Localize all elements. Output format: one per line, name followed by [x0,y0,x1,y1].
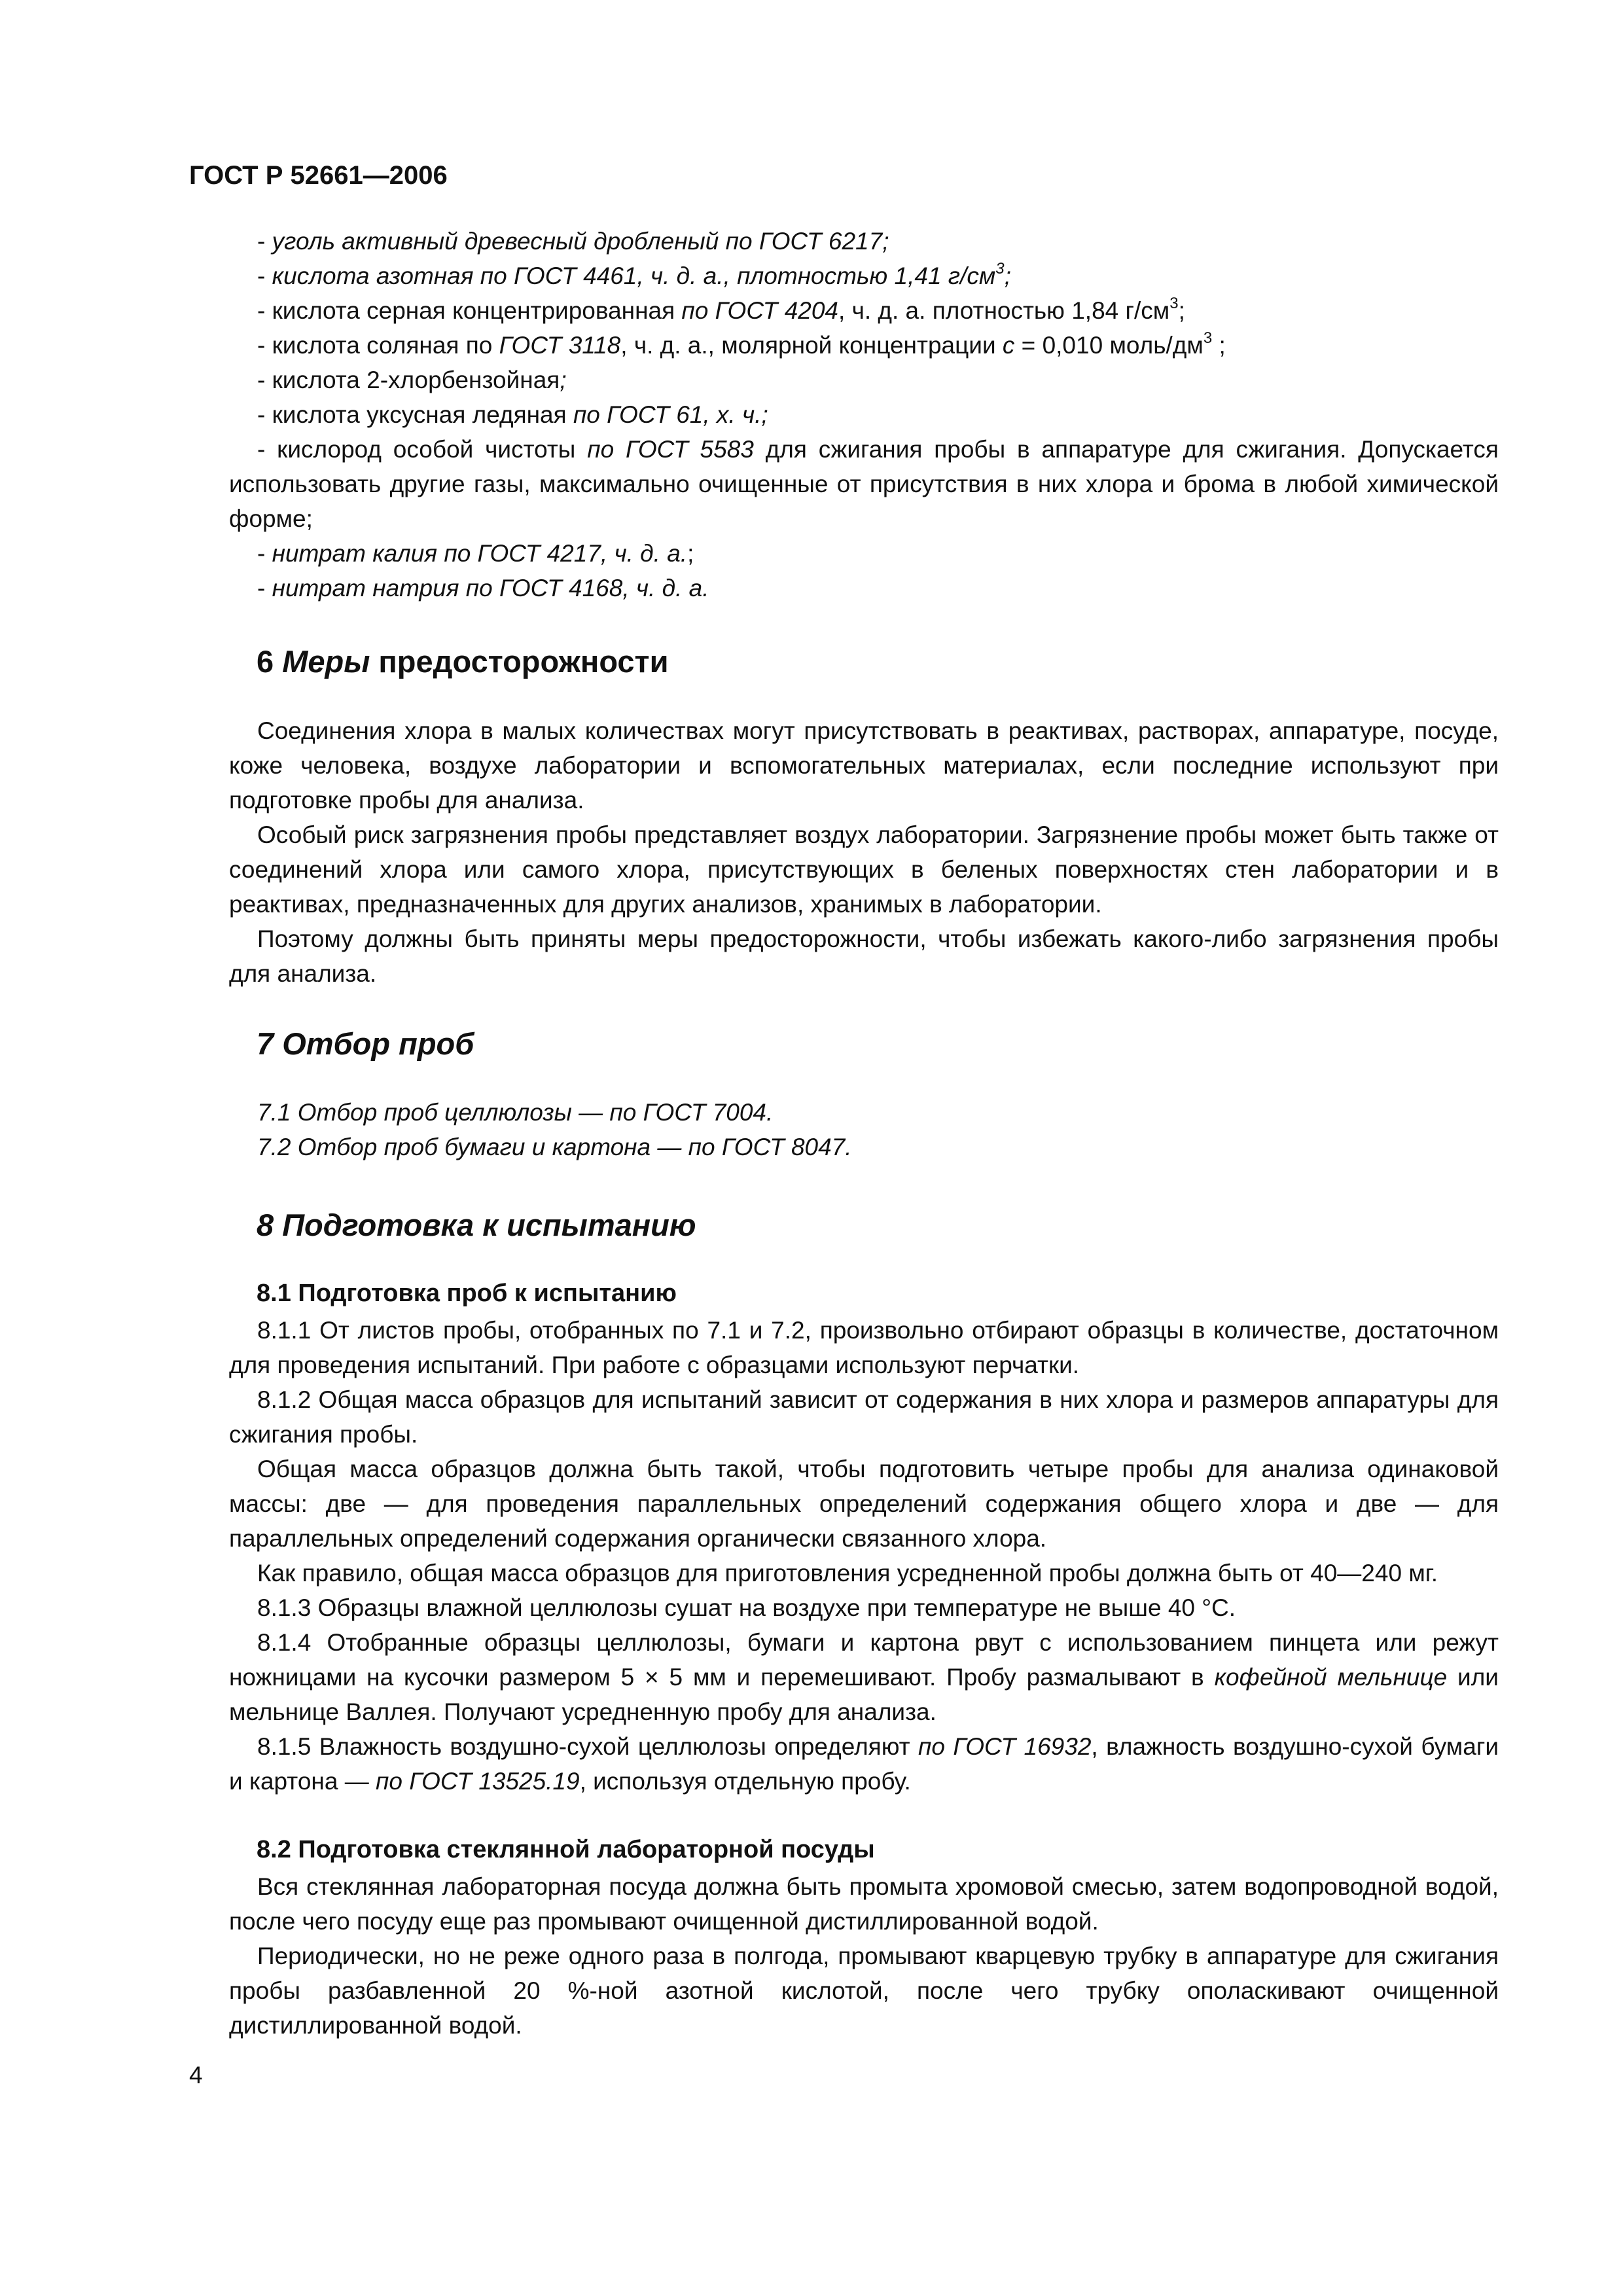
list-item: - уголь активный древесный дробленый по ГОСТ 6217; [257,228,889,255]
subsection-8-2-body [229,1869,1499,2043]
list-item: - нитрат калия по ГОСТ 4217, ч. д. а.; [257,540,694,567]
subsection-8-2-heading: 8.2 Подготовка стеклянной лабораторной посуды [257,1836,875,1863]
subsection-8-1-heading: 8.1 Подготовка проб к испытанию [257,1280,677,1307]
paragraph: Особый риск загрязнения пробы представляет воздух лаборатории. Загрязнение пробы может быть также от соединений хлора или самого хлора, присутствующих в беленых поверхностях стен лаборатории и в реактивах, предназначенных для других анализов, хранимых в лаборатории. [229,821,1499,918]
list-item: - кислота серная концентрированная по ГОСТ 4204, ч. д. а. плотностью 1,84 $г/см^3$; [257,295,1185,324]
paragraph: 8.1.2 Общая масса образцов для испытаний зависит от содержания в них хлора и размеров аппаратуры для сжигания пробы. [229,1386,1499,1448]
list-item: - кислота 2-хлорбензойная; [257,367,567,393]
page-header-doc-id: ГОСТ Р 52661—2006 [189,161,448,190]
list-item: - кислота азотная по ГОСТ 4461, ч. д. а., плотностью 1,41 $г/см^3$; [257,260,1011,289]
paragraph: 8.1.3 Образцы влажной целлюлозы сушат на воздухе при температуре не выше 40 °С. [257,1594,1236,1621]
paragraph: Периодически, но не реже одного раза в полгода, промывают кварцевую трубку в аппаратуре для сжигания пробы разбавленной 20 %-ной азотной кислотой, после чего трубку ополаскивают очищенной дистиллированной водой. [229,1943,1499,2039]
list-item: - кислота уксусная ледяная по ГОСТ 61, х. ч.; [257,401,768,428]
paragraph: 8.1.4 Отобранные образцы целлюлозы, бумаги и картона рвут с использованием пинцета или режут ножницами на кусочки размером 5 × 5 мм и перемешивают. Пробу размалывают в кофейной мельнице или мельнице Валлея. Получают усредненную пробу для анализа. [229,1629,1499,1725]
paragraph: Соединения хлора в малых количествах могут присутствовать в реактивах, растворах, аппаратуре, посуде, коже человека, воздухе лаборатории и вспомогательных материалах, если последние используют при подготовке пробы для анализа. [229,717,1499,814]
subsection-8-1-body [229,1313,1499,1799]
paragraph: Общая масса образцов должна быть такой, чтобы подготовить четыре пробы для анализа одинаковой массы: две — для проведения параллельных определений содержания общего хлора и две — для параллельных определений содержания органически связанного хлора. [229,1456,1499,1552]
section-7-body [229,1095,1499,1164]
reagent-list [229,224,1499,605]
section-8-heading: 8 Подготовка к испытанию [257,1208,696,1242]
paragraph: Вся стеклянная лабораторная посуда должна быть промыта хромовой смесью, затем водопроводной водой, после чего посуду еще раз промывают очищенной дистиллированной водой. [229,1873,1499,1935]
list-item: 7.2 Отбор проб бумаги и картона — по ГОСТ 8047. [257,1134,852,1160]
section-6-heading: 6 Меры предосторожности [257,644,669,679]
paragraph: 8.1.1 От листов пробы, отобранных по 7.1 и 7.2, произвольно отбирают образцы в количестве, достаточном для проведения испытаний. При работе с образцами используют перчатки. [229,1317,1499,1378]
list-item: 7.1 Отбор проб целлюлозы — по ГОСТ 7004. [257,1099,774,1126]
section-7-heading: 7 Отбор проб [257,1026,474,1061]
paragraph: 8.1.5 Влажность воздушно-сухой целлюлозы определяют по ГОСТ 16932, влажность воздушно-сухой бумаги и картона — по ГОСТ 13525.19, используя отдельную пробу. [229,1733,1499,1795]
page-number: 4 [189,2062,203,2089]
section-6-body [229,713,1499,991]
paragraph: Поэтому должны быть приняты меры предосторожности, чтобы избежать какого-либо загрязнения пробы для анализа. [229,925,1499,987]
list-item: - кислота соляная по ГОСТ 3118, ч. д. а., молярной концентрации с = 0,010 моль/$дм^3$ ; [257,329,1226,359]
list-item: - нитрат натрия по ГОСТ 4168, ч. д. а. [257,575,709,601]
list-item: - кислород особой чистоты по ГОСТ 5583 для сжигания пробы в аппаратуре для сжигания. Допускается использовать другие газы, максимально очищенные от присутствия в них хлора и брома в любой химической форме; [229,436,1499,532]
paragraph: Как правило, общая масса образцов для приготовления усредненной пробы должна быть от 40—240 мг. [257,1560,1438,1587]
